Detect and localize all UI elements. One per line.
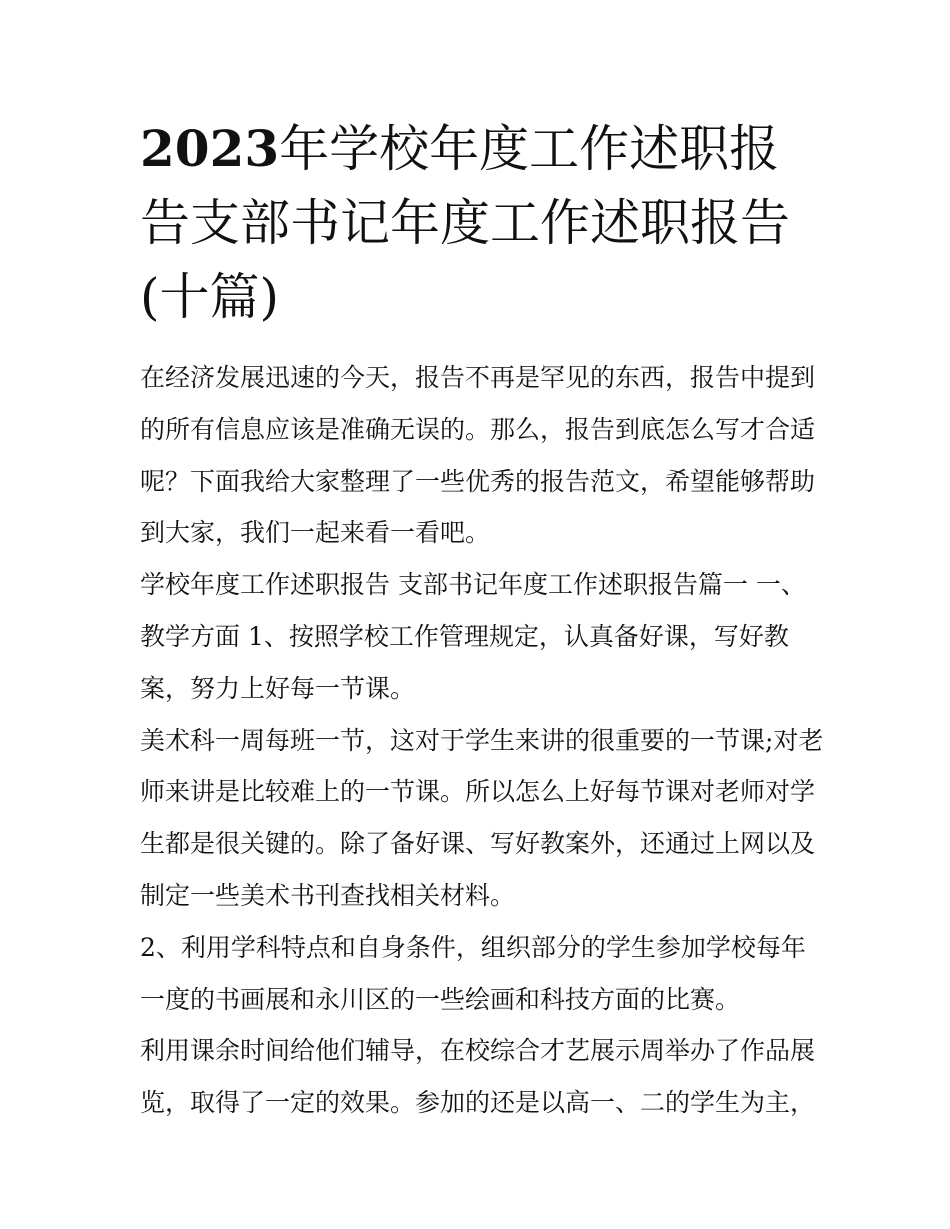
paragraph-intro: 在经济发展迅速的今天，报告不再是罕见的东西，报告中提到的所有信息应该是准确无误的。那么，报告到底怎么写才合适呢？下面我给大家整理了一些优秀的报告范文，希望能够帮助到大家，我们一起来看一看吧。 (140, 363, 816, 548)
paragraph-tutoring: 利用课余时间给他们辅导，在校综合才艺展示周举办了作品展览，取得了一定的效果。参加的还是以高一、二的学生为主， (140, 1036, 816, 1118)
paragraph-section-one: 学校年度工作述职报告 支部书记年度工作述职报告篇一 一、教学方面 1、按照学校工作管理规定，认真备好课，写好教案，努力上好每一节课。 (140, 570, 806, 703)
title-text: 年学校年度工作述职报告支部书记年度工作述职报告(十篇) (140, 120, 790, 326)
document-body (140, 352, 830, 1129)
paragraph-art-class: 美术科一周每班一节，这对于学生来讲的很重要的一节课;对老师来讲是比较难上的一节课。所以怎么上好每节课对老师对学生都是很关键的。除了备好课、写好教案外，还通过上网以及制定一些美术书刊查找相关材料。 (140, 725, 824, 910)
paragraph-item-two: 2、利用学科特点和自身条件，组织部分的学生参加学校每年一度的书画展和永川区的一些绘画和科技方面的比赛。 (140, 932, 806, 1014)
title-year: 2023 (140, 119, 280, 178)
document-title (140, 112, 820, 334)
